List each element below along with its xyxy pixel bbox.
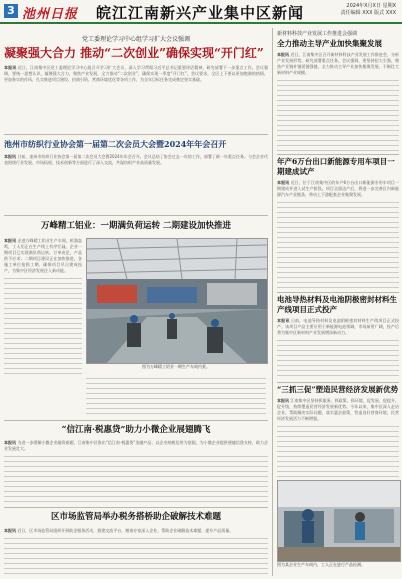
wanfeng-headline-block: [4, 220, 268, 234]
masthead-date: 2024年X月X日 星期X: [346, 3, 396, 9]
right-top-headline: 全力推动主导产业加快集聚发展: [277, 39, 382, 48]
right-mid-article: [277, 157, 399, 289]
masthead-meta: [341, 3, 396, 17]
right-lower-article: [277, 295, 399, 379]
right-bottom-article: [277, 385, 399, 477]
factory-photo-caption-block: [86, 364, 266, 372]
factory-photo: [86, 238, 268, 364]
right-lower-headline: 电池导热材料及电池阴极密封材料生产线项目正式投产: [277, 295, 397, 314]
finance-headline-block: [4, 424, 268, 438]
market-headline-block: [4, 511, 268, 525]
right-top-article: [277, 30, 399, 152]
right-mid-headline: 年产6万台出口新能源专用车项目一期建成试产: [277, 157, 395, 176]
right-bottom-body: 本报讯 江南集中区坚持抓服务、抓政策、抓环境，促发展、促提升、促升级，持续塑造民营经济发展新优势。今年以来，集中区深入走访企业，帮助解决实际问题，落实惠企政策，营造良好营商环境，民营经济发展活力不断增强。: [277, 398, 399, 421]
right-mid-body: 本报讯 近日，位于江南集中区的年产6万台出口新能源专用车项目一期建成并进入试生产阶段。项目全面达产后，将进一步完善区内新能源汽车产业链条，带动上下游配套企业集聚发展。: [277, 180, 399, 197]
right-bottom-headline: “三抓三促”塑造民营经济发展新优势: [277, 385, 399, 394]
wanfeng-body-left: [4, 238, 82, 378]
inspection-photo-caption-block: [277, 562, 399, 576]
market-body: 本报讯 近日，区市场监管局组织开展助企服务活动，搭建交流平台，邀请专家深入企业，帮助企业破解技术难题，提升产品质量。: [4, 528, 234, 533]
right-lower-body: 本报讯 日前，电池导热材料及电池阴极密封材料生产线项目正式投产。该项目产品主要应用于新能源电池领域，市场前景广阔，投产后将为集中区新材料产业发展增添新动力。: [277, 318, 399, 335]
text-filler: [277, 336, 399, 379]
wanfeng-headline: 万峰精工铝业：一期满负荷运转 二期建设加快推进: [41, 221, 231, 231]
textile-body: 本报讯 日前，池州市纺织行业协会第一届第二次会员大会暨2024年年会召开。会议总结了协会过去一年的工作，部署了新一年重点任务。与会企业代表围绕行业发展、市场拓展、技术创新等方面进行了深入交流，共谋纺织产业高质量发展。: [4, 154, 268, 165]
divider: [4, 420, 268, 421]
text-filler: [4, 452, 268, 504]
text-filler: [277, 198, 399, 289]
market-headline: 区市场监管局举办税务搭桥助企破解技术难题: [50, 512, 221, 522]
newspaper-logo: 池州日报: [22, 7, 79, 22]
finance-article: [4, 440, 268, 504]
lead-article: [4, 34, 268, 131]
column-divider: [272, 28, 273, 576]
divider: [277, 154, 399, 155]
inspection-photo-image: [278, 481, 400, 561]
inspection-photo-caption: 图为某企业生产车间内，工人正在进行产品检测。: [277, 562, 365, 567]
page-number-badge: 3: [4, 4, 18, 18]
textile-headline: 池州市纺织行业协会第一届第二次会员大会暨2024年年会召开: [4, 139, 227, 149]
divider: [4, 134, 268, 135]
text-filler: [277, 422, 399, 477]
masthead: [0, 0, 402, 24]
finance-body: 本报讯 为进一步缓解小微企业融资难题，江南集中区推出“信江南·税惠贷”金融产品，以企业纳税信用为依据，为小微企业提供便捷信贷支持，助力企业发展壮大。: [4, 440, 268, 451]
text-filler: [277, 76, 399, 152]
market-article: [4, 528, 268, 576]
divider: [277, 292, 399, 293]
right-top-body: 本报讯 近日，江南集中区召开新材料科技产业发展工作推进会，分析产业发展形势，研究部署重点任务。会议强调，要坚持招大引强，聚焦产业链补链延链强链，全力推动主导产业加快集聚发展，不断壮大新材料产业规模。: [277, 52, 399, 75]
text-filler: [4, 534, 268, 576]
masthead-editor: 责任编辑 XXX 版式 XXX: [340, 10, 396, 16]
finance-headline: “信江南·税惠贷”助力小微企业展翅腾飞: [61, 425, 211, 435]
text-filler: [4, 274, 82, 378]
lead-body: 本报讯 近日，江南集中区党工委理论学习中心组召开学习扩大会议，深入学习贯彻习近平总书记重要讲话精神，研究部署下一步重点工作。会议强调，要统一思想认识，凝聚强大合力，聚焦产业发展，全力推动“二次创业”，确保实现一季度“开门红”。会议要求，全区上下要以更加饱满的热情、更加务实的作风，扎实推进项目建设、招商引资、营商环境优化等各项工作，为全年目标任务完成奠定坚实基础。: [4, 65, 268, 82]
lead-headline: 凝聚强大合力 推动“二次创业”确保实现“开门红”: [4, 46, 264, 60]
text-filler: [86, 374, 266, 414]
factory-photo-caption: 图为万峰精工铝业一期生产车间内景。: [142, 364, 210, 369]
textile-article: [4, 139, 268, 213]
wanfeng-body: 本报讯 走进万峰精工铝业生产车间，机器轰鸣，工人们正在生产线上有序忙碌。企业一期项目已实现满负荷运转，订单充足，产品供不应求；二期项目建设正在加快推进，各施工单位抢抓工期，确保项目早日建成投产，为集中区经济发展注入新动能。: [4, 238, 82, 273]
lead-kicker: 党工委理论学习中心组学习扩大会议强调: [81, 36, 190, 43]
divider: [277, 382, 399, 383]
right-top-kicker: 新材料科技产业发展工作推进会强调: [277, 31, 358, 37]
factory-photo-image: [87, 239, 267, 363]
section-title: 皖江江南新兴产业集中区新闻: [96, 4, 305, 22]
lead-body-columns: [4, 65, 268, 83]
wanfeng-more-body: [86, 374, 266, 414]
divider: [4, 215, 268, 216]
divider: [4, 507, 268, 508]
inspection-photo: [277, 480, 401, 562]
